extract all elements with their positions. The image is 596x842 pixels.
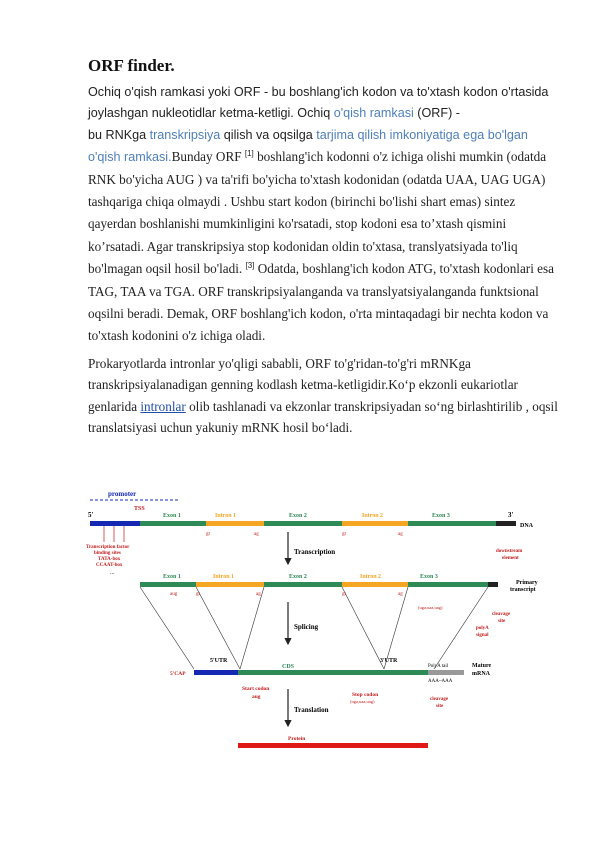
tf-label-3: TATA-box	[98, 557, 121, 562]
link-transkripsiya[interactable]: transkripsiya	[149, 127, 221, 142]
stop-codons-label: (uga,uaa,uag)	[418, 605, 443, 610]
cleavage-label-4: site	[436, 704, 444, 709]
cap-label: 5'CAP	[170, 671, 186, 677]
text-span: qilish va oqsilga	[220, 127, 317, 142]
protein-label: Protein	[288, 736, 306, 742]
translation-label: Translation	[294, 706, 329, 714]
reference-3[interactable]: [3]	[245, 261, 255, 271]
utr3-label: 3'UTR	[380, 658, 398, 664]
text-span: Ochiq o'qish ramkasi yoki ORF - bu boshlang'ich kodon va to'xtash kodon o'rtasida joylashgan nukleotidlar ketma-ketligi. Ochiq	[88, 85, 549, 121]
polya-signal-label-1: polyA	[476, 626, 489, 631]
pt-intron1	[196, 582, 264, 587]
link-intronlar[interactable]: intronlar	[140, 398, 186, 414]
text-span: (ORF) -	[413, 106, 460, 121]
five-prime-label: 5'	[88, 511, 94, 519]
pt-tail	[488, 582, 498, 587]
polya-tail-label-2: AAA~AAA	[428, 679, 453, 684]
pt-intron2	[342, 582, 408, 587]
transcription-label: Transcription	[294, 548, 336, 556]
text-span: bu RNKga	[88, 127, 150, 142]
primary-label-2: transcript	[510, 587, 536, 593]
exon3-label: Exon 3	[432, 513, 450, 519]
dna-tail	[496, 521, 516, 526]
splicing-label: Splicing	[294, 623, 319, 631]
utr5-label: 5'UTR	[210, 658, 228, 664]
mature-label-1: Mature	[472, 663, 492, 669]
mrna-tail	[428, 670, 464, 675]
ag-label-4: ag	[398, 592, 403, 597]
start-codon-label-1: Start codon	[242, 686, 270, 692]
dna-exon2	[264, 521, 342, 526]
text-span: Prokaryotlarda intronlar yo'qligi sababli, ORF to'g'ridan-to'g'ri mRNKga transkripsiyalanadigan genning kodlash ketma-ketligidir.Ko‘p ekzonli eukariotlar genlarida	[88, 355, 518, 414]
polya-tail-label-1: PolyA tail	[428, 664, 449, 669]
pt-exon2	[264, 582, 342, 587]
dna-intron1	[206, 521, 264, 526]
three-prime-label: 3'	[508, 511, 514, 519]
mature-label-2: mRNA	[472, 671, 490, 677]
start-codon-label-2: aug	[252, 694, 261, 700]
mrna-cds	[238, 670, 428, 675]
mrna-cap	[194, 670, 238, 675]
stop-codon-label-2: (uga,uaa,uag)	[350, 699, 375, 704]
aug-label: aug	[170, 592, 178, 597]
pt-exon3	[408, 582, 488, 587]
tss-label: TSS	[134, 506, 145, 512]
ag-label: ag	[254, 532, 259, 537]
polya-signal-label-2: signal	[476, 633, 489, 638]
exon2-label: Exon 2	[289, 513, 307, 519]
dna-intron2	[342, 521, 408, 526]
promoter-label: promoter	[108, 490, 137, 498]
intron1-label: Intron 1	[215, 513, 237, 519]
gt-label: gt	[206, 532, 210, 537]
dna-exon3	[408, 521, 496, 526]
intron1-label-2: Intron 1	[213, 574, 235, 580]
paragraph-2	[88, 353, 558, 439]
gt-label-3: gt	[196, 592, 200, 597]
intron2-label-2: Intron 2	[360, 574, 382, 580]
reference-1[interactable]: [1]	[244, 149, 254, 159]
primary-label-1: Primary	[516, 580, 538, 586]
downstream-label-2: element	[502, 556, 519, 561]
cleavage-label-3: cleavage	[430, 697, 449, 702]
protein-bar	[238, 743, 428, 748]
ag-label-2: ag	[398, 532, 403, 537]
dna-promoter	[90, 521, 140, 526]
text-span: Odatda, boshlang'ich kodon ATG, to'xtash kodonlari esa TAG, TAA va TGA. ORF transkripsiyalanganda va translyatsiyalanganda funktsional oqsilni beradi. Demak, ORF boshlang'ich kodon, o'rta mintaqadagi bir nechta kodon va to'xtash kodonini o'z ichiga oladi.	[88, 261, 554, 344]
link-oqish-ramkasi[interactable]: o'qish ramkasi	[333, 106, 414, 121]
exon2-label-2: Exon 2	[289, 574, 307, 580]
gt-label-4: gt	[342, 592, 346, 597]
tf-label-1: Transcription factor	[86, 545, 130, 550]
tf-label-2: binding sites	[94, 551, 121, 556]
cds-label: CDS	[282, 664, 295, 670]
tf-label-4: CCAAT-box	[96, 563, 123, 568]
dna-exon1	[140, 521, 206, 526]
link-tarjima[interactable]: tarjima qilish imkoniyatiga ega bo'lgan o'qish ramkasi.	[88, 127, 528, 165]
exon1-label: Exon 1	[163, 513, 181, 519]
gt-label-2: gt	[342, 532, 346, 537]
page-title: ORF finder.	[88, 56, 175, 75]
dna-label: DNA	[520, 523, 533, 529]
text-span: Bunday ORF	[171, 149, 245, 165]
downstream-label-1: downstream	[496, 549, 523, 554]
text-span: boshlang'ich kodonni o'z ichiga olishi mumkin (odatda RNK bo'yicha AUG ) va ta'rifi bo'yicha to'xtash kodonidan (odatda UAA, UAG UGA) tashqariga chiqa olmaydi . Ushbu start kodon (birinchi bo'lishi shart emas) sintez qayerdan boshlanishi mumkinligini ko'rsatadi, stop kodoni esa to’xtash qismini ko’rsatadi. Agar transkripsiya stop kodonidan oldin to'xtasa, translyatsiyada to'liq bo'lmagan oqsil hosil bo'ladi.	[88, 149, 547, 277]
stop-codon-label-1: Stop codon	[352, 692, 379, 698]
pt-exon1	[140, 582, 196, 587]
cleavage-label-1: cleavage	[492, 612, 511, 617]
exon1-label-2: Exon 1	[163, 574, 181, 580]
paragraph-1	[88, 82, 558, 348]
intron2-label: Intron 2	[362, 513, 384, 519]
cleavage-label-2: site	[498, 619, 506, 624]
gene-structure-diagram	[84, 484, 564, 754]
ag-label-3: ag	[256, 592, 261, 597]
dots-label: ...	[110, 570, 115, 576]
document-page	[88, 56, 558, 439]
exon3-label-2: Exon 3	[420, 574, 438, 580]
text-span: olib tashlanadi va ekzonlar transkripsiyadan so‘ng birlashtirilib , oqsil translatsiyasi uchun yakuniy mRNK hosil bo‘ladi.	[88, 398, 558, 436]
